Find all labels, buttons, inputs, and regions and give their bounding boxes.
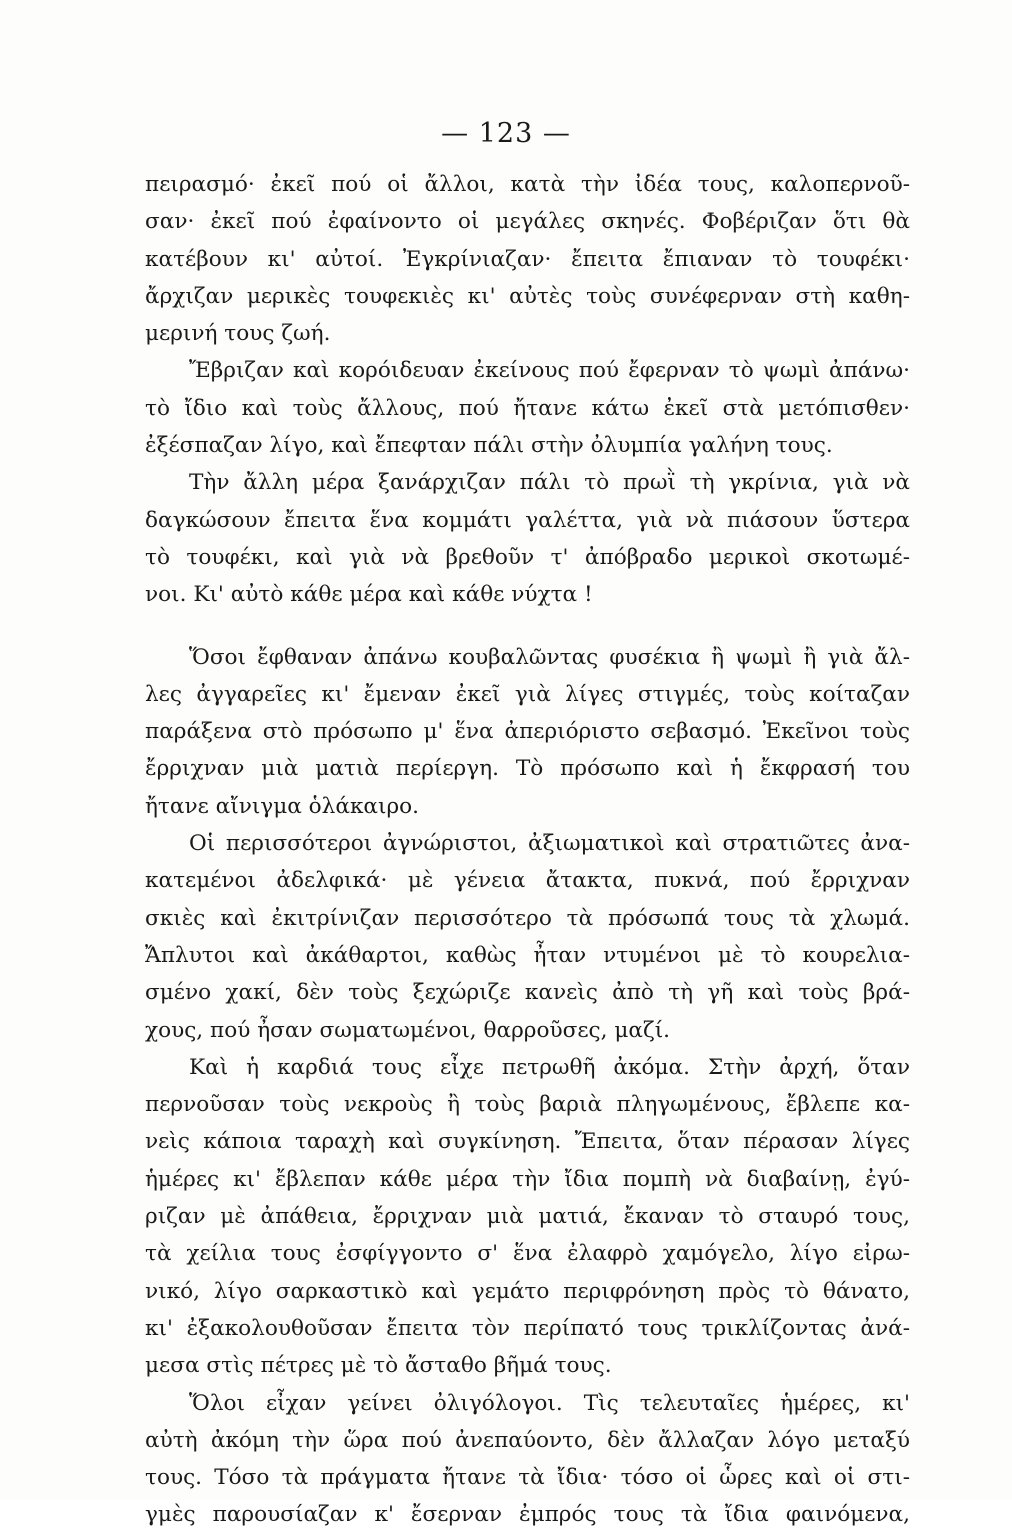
text-line: σκιὲς καὶ ἐκιτρίνιζαν περισσότερο τὰ πρόσωπά τους τὰ χλωμά. [145, 905, 910, 931]
text-line: σμένο χακί, δὲν τοὺς ξεχώριζε κανεὶς ἀπὸ τὴ γῆ καὶ τοὺς βρά- [145, 980, 910, 1006]
text-line: τὸ τουφέκι, καὶ γιὰ νὰ βρεθοῦν τ' ἀπόβραδο μερικοὶ σκοτωμέ- [145, 544, 910, 570]
text-line: παράξενα στὸ πρόσωπο μ' ἕνα ἀπεριόριστο σεβασμό. Ἐκεῖνοι τοὺς [145, 719, 910, 745]
text-line: Τὴν ἄλλη μέρα ξανάρχιζαν πάλι τὸ πρωῒ τὴ γκρίνια, γιὰ νὰ [189, 470, 910, 496]
paragraph-1 [145, 166, 910, 352]
paragraph-7 [145, 1385, 910, 1534]
section-gap [145, 614, 910, 639]
text-line: χους, πού ἦσαν σωματωμένοι, θαρροῦσες, μαζί. [145, 1017, 671, 1043]
paragraph-5 [145, 825, 910, 1049]
text-line: Ὅσοι ἔφθαναν ἀπάνω κουβαλῶντας φυσέκια ἢ ψωμὶ ἢ γιὰ ἄλ- [189, 644, 910, 670]
text-line: Καὶ ἡ καρδιά τους εἶχε πετρωθῆ ἀκόμα. Στὴν ἀρχή, ὅταν [189, 1054, 910, 1080]
text-line: περνοῦσαν τοὺς νεκροὺς ἢ τοὺς βαριὰ πληγωμένους, ἔβλεπε κα- [145, 1092, 910, 1118]
text-line: τὸ ἴδιο καὶ τοὺς ἄλλους, πού ἤτανε κάτω ἐκεῖ στὰ μετόπισθεν· [145, 395, 910, 421]
text-line: ἐξέσπαζαν λίγο, καὶ ἔπεφταν πάλι στὴν ὀλυμπία γαλήνη τους. [145, 433, 833, 459]
paragraph-6 [145, 1049, 910, 1385]
text-line: Ὅλοι εἶχαν γείνει ὀλιγόλογοι. Τὶς τελευταῖες ἡμέρες, κι' [189, 1390, 910, 1416]
text-line: νοι. Κι' αὐτὸ κάθε μέρα καὶ κάθε νύχτα ! [145, 582, 593, 608]
text-line: μεσα στὶς πέτρες μὲ τὸ ἄσταθο βῆμά τους. [145, 1353, 612, 1379]
paragraph-3 [145, 464, 910, 613]
text-line: κατεμένοι ἀδελφικά· μὲ γένεια ἄτακτα, πυκνά, πού ἔρριχναν [145, 868, 910, 894]
paragraph-2 [145, 352, 910, 464]
text-line: τους. Τόσο τὰ πράγματα ἤτανε τὰ ἴδια· τόσο οἱ ὧρες καὶ οἱ στι- [145, 1465, 910, 1491]
page-number: — 123 — [441, 118, 571, 149]
text-line: γμὲς παρουσίαζαν κ' ἔσερναν ἐμπρός τους τὰ ἴδια φαινόμενα, [145, 1502, 910, 1528]
text-line: ἔρριχναν μιὰ ματιὰ περίεργη. Τὸ πρόσωπο καὶ ἡ ἔκφρασή του [145, 756, 910, 782]
text-line: δαγκώσουν ἔπειτα ἕνα κομμάτι γαλέττα, γιὰ νὰ πιάσουν ὕστερα [145, 507, 910, 533]
text-line: νεὶς κάποια ταραχὴ καὶ συγκίνηση. Ἔπειτα, ὅταν πέρασαν λίγες [145, 1129, 910, 1155]
text-line: ἡμέρες κι' ἔβλεπαν κάθε μέρα τὴν ἴδια πομπὴ νὰ διαβαίνῃ, ἐγύ- [145, 1166, 910, 1192]
text-line: κατέβουν κι' αὐτοί. Ἐγκρίνιαζαν· ἔπειτα ἔπιαναν τὸ τουφέκι· [145, 246, 910, 272]
text-line: Οἱ περισσότεροι ἀγνώριστοι, ἀξιωματικοὶ καὶ στρατιῶτες ἀνα- [189, 831, 910, 857]
text-line: κι' ἐξακολουθοῦσαν ἔπειτα τὸν περίπατό τους τρικλίζοντας ἀνά- [145, 1315, 910, 1341]
text-line: ριζαν μὲ ἀπάθεια, ἔρριχναν μιὰ ματιά, ἔκαναν τὸ σταυρό τους, [145, 1204, 910, 1230]
text-line: ἄρχιζαν μερικὲς τουφεκιὲς κι' αὐτὲς τοὺς συνέφερναν στὴ καθη- [145, 283, 910, 309]
text-line: ἤτανε αἴνιγμα ὁλάκαιρο. [145, 793, 420, 819]
text-line: λες ἀγγαρεῖες κι' ἔμεναν ἐκεῖ γιὰ λίγες στιγμές, τοὺς κοίταζαν [145, 681, 910, 707]
text-line: πειρασμό· ἐκεῖ πού οἱ ἄλλοι, κατὰ τὴν ἰδέα τους, καλοπερνοῦ- [145, 172, 910, 197]
text-line: μερινή τους ζωή. [145, 321, 331, 347]
text-line: αὐτὴ ἀκόμη τὴν ὥρα πού ἀνεπαύοντο, δὲν ἄλλαζαν λόγο μεταξύ [145, 1427, 910, 1453]
text-line: Ἄπλυτοι καὶ ἀκάθαρτοι, καθὼς ἦταν ντυμένοι μὲ τὸ κουρελια- [145, 942, 910, 968]
paragraph-4 [145, 639, 910, 825]
text-line: Ἔβριζαν καὶ κορόιδευαν ἐκείνους πού ἔφερναν τὸ ψωμὶ ἀπάνω· [189, 358, 910, 384]
text-line: τὰ χείλια τους ἐσφίγγοντο σ' ἕνα ἐλαφρὸ χαμόγελο, λίγο εἰρω- [145, 1241, 910, 1267]
text-line: νικό, λίγο σαρκαστικὸ καὶ γεμάτο περιφρόνηση πρὸς τὸ θάνατο, [145, 1278, 910, 1304]
text-line: σαν· ἐκεῖ πού ἐφαίνοντο οἱ μεγάλες σκηνές. Φοβέριζαν ὅτι θὰ [145, 209, 910, 235]
text-body [145, 166, 910, 1534]
